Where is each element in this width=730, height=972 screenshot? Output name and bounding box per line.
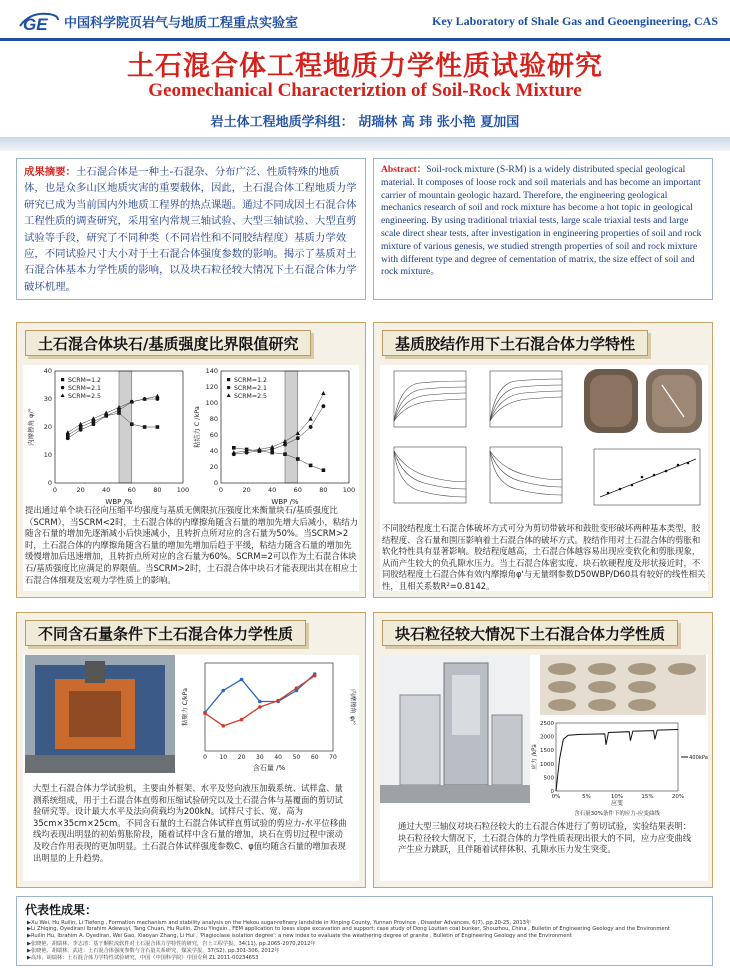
legend-marker <box>227 393 231 397</box>
data-point <box>270 445 274 449</box>
x-axis-label: 应变 <box>610 800 624 807</box>
stress-strain-curves-figure <box>380 365 576 515</box>
panel-rock-content-body <box>23 655 359 881</box>
y-tick-label: 10 <box>43 451 52 459</box>
x-tick-label: 70 <box>329 754 337 761</box>
y-tick-label: 0 <box>550 789 554 795</box>
panel-large-rock-text: 通过大型三轴仪对块石粒径较大的土石混合体进行了剪切试验，实验结果表明：块石粒径较大情况下，土石混合体的力学性质表现出很大的不同，应力应变曲线产生应力跳跃，且伴随着试样体积、孔隙水压力发生突变。 <box>398 821 692 855</box>
legend-label: SCRM=1.2 <box>68 377 101 384</box>
y-axis-label: 粘结力 C /kPa <box>193 406 201 448</box>
y-tick-label: 0 <box>213 479 218 487</box>
triaxial-apparatus-photo <box>380 655 530 803</box>
abstract-cn <box>16 158 366 300</box>
y-tick-label: 1000 <box>540 761 554 768</box>
abstract-cn-text: 土石混合体是一种土-石混杂、分布广泛、性质特殊的地质体，也是众多山区地质灾害的重要载体，因此，土石混合体工程地质力学研究已成为当前国内外地质工程界的热点课题。通过不同成因土石混合体工程性质的调查研究，采用室内常规三轴试验、大型三轴试验、大型直剪试验等手段，研究了不同种类（不同岩性和不同胶结程度）基质力学效应，不同试验尺寸大小对于土石混合体强度参数的影响。揭示了基质对土石混合体基本力学性质的影响，以及块石粒径较大情况下土石混合体力学破坏机理。 <box>24 166 357 293</box>
y-axis-right-label: 内摩擦角 φ/° <box>349 689 356 725</box>
header <box>0 0 730 40</box>
friction-regression-chart <box>580 445 708 519</box>
legend-marker <box>61 378 64 381</box>
x-tick-label: 10% <box>610 794 624 800</box>
panel-large-rock-body <box>380 655 708 881</box>
abstract-cn-label: 成果摘要： <box>24 166 76 178</box>
panel-large-rock <box>373 612 713 888</box>
x-tick-label: 50 <box>292 754 301 761</box>
legend-marker <box>227 378 230 381</box>
data-point <box>258 705 262 709</box>
x-tick-label: 30 <box>256 754 264 761</box>
y-tick-label: 2500 <box>540 721 554 727</box>
legend-marker <box>227 386 230 389</box>
y-tick-label: 0 <box>47 479 52 487</box>
x-tick-label: 100 <box>176 486 190 494</box>
y-tick-label: 500 <box>543 775 554 782</box>
y-tick-label: 1500 <box>540 748 554 755</box>
y-tick-label: 40 <box>43 367 52 375</box>
data-point <box>321 391 325 395</box>
x-tick-label: 0% <box>551 794 561 800</box>
panel-strength-ratio-body <box>23 365 359 591</box>
x-tick-label: 10 <box>219 754 228 761</box>
y-axis-label: 粘聚力 C/kPa <box>182 688 189 726</box>
x-tick-label: 20 <box>242 486 251 494</box>
x-tick-label: 40 <box>102 486 111 494</box>
panel-strength-ratio <box>16 322 366 598</box>
shaded-band <box>119 371 132 483</box>
data-point <box>66 430 70 434</box>
series-line <box>68 399 158 438</box>
reference-item: ▶高玮、胡瑞林：土石混合体力学特性试验研究，中国（中国科学院）中国专利 ZL 2011-00234653 <box>27 955 259 961</box>
reference-item: ▶Xu Wei, Hu Ruilin, Li Tiefeng , Formation mechanism and stability analysis on the Hekou sugar-refinery landslide in Xinping County, Yunnan Province , Disaster Advances, 6(7), pp.20-25, 2013年 <box>27 920 532 926</box>
panel-rock-content-title: 不同含石量条件下土石混合体力学性质 <box>25 620 306 646</box>
series-line <box>234 393 324 452</box>
x-axis-label: WBP /% <box>271 498 299 506</box>
x-tick-label: 60 <box>293 486 302 494</box>
legend-label: SCRM=1.2 <box>234 377 267 384</box>
references-title: 代表性成果： <box>25 903 98 917</box>
failure-photos-figure <box>580 365 708 441</box>
x-axis-label: 含石量 /% <box>252 764 286 772</box>
panel-rock-content-text: 大型土石混合体力学试验机，主要由外框架、水平及竖向液压加载系统、试样盒、量测系统组成，用于土石混合体直剪和压缩试验研究以及土石混合体与基覆面的剪切试验研究等。设计最大水平及法向荷载均为200kN。试样尺寸长、宽、高为35cm×35cm×25cm。不同含石量的土石混合体试样直剪试验的剪应力-水平位移曲线均表现出明显的初始剪胀阶段，随着试样中含石量的增加，块石在剪切过程中滚动及咬合作用表现的更加明显。土石混合体试样强度参数C、φ值均随含石量的增加表现出明显的上升趋势。 <box>33 783 347 863</box>
y-axis-label: 内摩擦角 φ/° <box>27 408 35 446</box>
x-tick-label: 100 <box>342 486 356 494</box>
rock-samples-photo <box>540 655 706 715</box>
data-point <box>240 678 244 682</box>
lab-name-en: Key Laboratory of Shale Gas and Geoengineering, CAS <box>431 14 718 28</box>
abstract-en-label: Abstract： <box>381 164 427 175</box>
y-tick-label: 60 <box>209 431 218 439</box>
data-point <box>203 711 207 715</box>
y-tick-label: 40 <box>209 447 218 455</box>
reference-item: ▶Ruilin Hu, Ibrahim A. Oyediran, Wei Gao, Xiaoyan Zhang, Li Hui , 'Plagioclase isolation degree': a new index to evaluate the weathering degree of granite , Bulletin of Engineering Geology and the Environment <box>27 933 572 939</box>
legend-marker <box>61 393 65 397</box>
x-tick-label: 0 <box>52 486 58 494</box>
data-point <box>295 686 299 690</box>
panel-cementation-title: 基质胶结作用下土石混合体力学特性 <box>382 330 648 356</box>
reference-item: ▶张晓艳、胡瑞林、李志清：基于颗粒流软件对土石混合体力学特性的研究，岩土工程学报，34(11), pp.2065-2070,2012年 <box>27 941 316 947</box>
x-tick-label: 0 <box>203 754 207 761</box>
x-tick-label: 80 <box>153 486 162 494</box>
direct-shear-apparatus-photo <box>25 655 175 773</box>
panel-large-rock-title: 块石粒径较大情况下土石混合体力学性质 <box>382 620 678 646</box>
data-point <box>155 394 159 398</box>
x-tick-label: 20 <box>237 754 246 761</box>
reference-item: ▶张晓艳、胡瑞林、武进：土石混合体强度参数与含石量关系研究，煤炭学报，37(S2), pp.301-306, 2012年 <box>27 948 280 954</box>
panel-strength-ratio-text: 提出通过单个块石径向压缩平均强度与基质无侧限抗压强度比来衡量块石/基质强度比（SCRM），当SCRM<2时，土石混合体的内摩擦角随含石量的增加先增大后减小，粘结力随含石量的增加先逐渐减小后快速减小，且转折点所对应的含石量为50%。当SCRM>2时，土石混合体的内摩擦角随含石量的增加先增加后趋于平缓，粘结力随含石量的增加先缓慢增加后迅速增加，且转折点所对应的含石量为60%。SCRM=2可以作为土石混合体块石/基质强度比应满足的界限值。当SCRM>2时，土石混合体中块石才能表现出其在相应土石混合体细观及宏观力学性质上的影响。 <box>25 505 358 585</box>
panel-cementation <box>373 322 713 598</box>
data-point <box>221 689 225 693</box>
y-tick-label: 20 <box>43 423 52 431</box>
data-point <box>322 468 326 472</box>
y-tick-label: 20 <box>209 463 218 471</box>
logo-text: GE <box>23 15 48 34</box>
lab-name-cn: 中国科学院页岩气与地质工程重点实验室 <box>64 16 299 31</box>
data-point <box>313 674 317 678</box>
panel-rock-content <box>16 612 366 888</box>
x-tick-label: 40 <box>274 754 282 761</box>
legend-label: SCRM=2.5 <box>68 393 101 400</box>
shaded-band <box>285 371 298 483</box>
panel-strength-ratio-title: 土石混合体块石/基质强度比界限值研究 <box>25 330 311 356</box>
y-tick-label: 120 <box>205 383 218 391</box>
y-tick-label: 140 <box>205 367 218 375</box>
x-tick-label: 5% <box>582 794 591 800</box>
y-tick-label: 2000 <box>540 734 554 741</box>
large-triaxial-stress-strain-chart <box>530 717 708 817</box>
poster-title-en: Geomechanical Characteriztion of Soil-Rock Mixture <box>148 80 582 101</box>
x-tick-label: 0 <box>218 486 224 494</box>
abstract-en-text: Soil-rock mixture (S-RM) is a widely distributed special geological material. It composes of loose rock and soil materials and has become an important carrier of mountain geologic hazard. Therefore, the engineering geological mechanics research of soil and rock mixture has become a hot topic in geological engineering. By using traditional triaxial tests, large scale triaxial tests and large scale direct shear tests, after investigation in engineering properties of soil and rock mixture of various genesis, we studied strength properties of soil and rock mixture with different type and degree of cementation of matrix, the size effect of soil and rock mixture。 <box>381 164 702 278</box>
section-divider <box>0 137 730 151</box>
data-point <box>104 411 108 415</box>
x-tick-label: 40 <box>268 486 277 494</box>
x-tick-label: 80 <box>319 486 328 494</box>
x-tick-label: 20 <box>76 486 85 494</box>
y-tick-label: 80 <box>209 415 218 423</box>
friction-angle-chart <box>25 365 191 507</box>
series-line <box>234 406 324 454</box>
authors: 岩土体工程地质学科组： 胡瑞林 高 玮 张小艳 夏加国 <box>210 115 520 130</box>
data-point <box>240 718 244 722</box>
y-tick-label: 100 <box>205 399 218 407</box>
legend-marker <box>61 386 64 389</box>
data-point <box>258 700 262 704</box>
x-tick-label: 60 <box>310 754 319 761</box>
lab-logo-icon <box>18 8 60 36</box>
reference-item: ▶Li Zhiqing, Oyedirani Ibrahim Adewuyi, Tang Chuan, Hu Ruilin, Zhou Yingxin , FEM application to loess slope excavation and support: case study of Dong Loutian coal bunker, Shouzhou, China , Bulletin of Engineering Geology and the Environment <box>27 926 670 932</box>
x-tick-label: 15% <box>641 794 654 800</box>
abstract-en <box>373 158 713 300</box>
legend-label: SCRM=2.5 <box>234 393 267 400</box>
cohesion-friction-vs-rock-chart <box>179 655 357 773</box>
panel-cementation-text: 不同胶结程度土石混合体破坏方式可分为剪切带破坏和鼓肚变形破坏两种基本类型，胶结程度、含石量和围压影响着土石混合体的破坏方式。胶结作用对土石混合体的剪胀和软化特性具有显著影响。胶结程度越高，土石混合体越容易出现应变软化和剪胀现象，从而产生较大的负孔隙水压力。当土石混合体密实度、块石软硬程度及形状接近时，不同胶结程度土石混合体有效内摩擦角φ'与无量纲参数D50WBP/D60具有较好的线性相关性，且相关系数R²=0.8142。 <box>382 523 706 591</box>
plot-frame <box>556 723 678 791</box>
legend-label: 400kPa <box>689 755 708 761</box>
poster-title-cn: 土石混合体工程地质力学性质试验研究 <box>127 51 603 82</box>
x-tick-label: 20% <box>671 794 685 800</box>
x-axis-label: WBP /% <box>105 498 133 506</box>
legend-label: SCRM=2.1 <box>68 385 101 392</box>
data-point <box>91 416 95 420</box>
x-tick-label: 60 <box>127 486 136 494</box>
data-point <box>276 699 280 703</box>
references <box>16 896 713 966</box>
data-point <box>221 724 225 728</box>
header-rule <box>0 38 730 41</box>
y-tick-label: 30 <box>43 395 52 403</box>
y-axis-label: 应力 /kPa <box>532 744 538 770</box>
panel-cementation-body <box>380 365 708 591</box>
chart-caption: 含石量30%条件下的应力-应变曲线 <box>574 811 660 817</box>
legend-label: SCRM=2.1 <box>234 385 267 392</box>
cohesion-chart <box>191 365 357 507</box>
data-point <box>66 436 70 440</box>
